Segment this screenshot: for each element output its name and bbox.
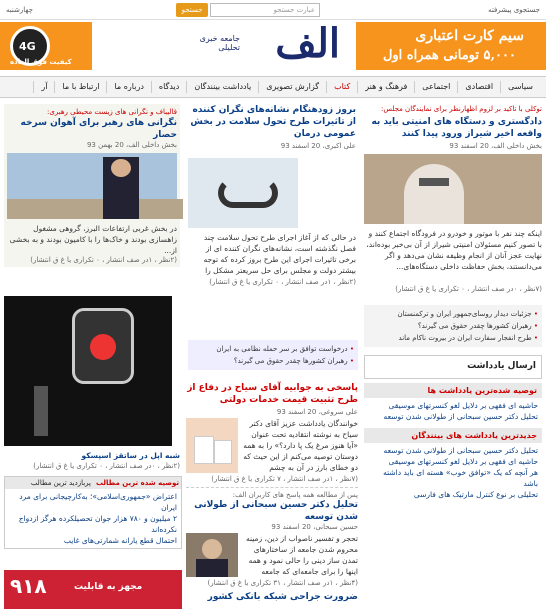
story3-comments[interactable]: (۴نظر ، ۱در صف انتشار ، ۳۱ تکراری یا غ ق انتشار) [207, 579, 358, 587]
related-links [364, 305, 542, 347]
story3-headline[interactable]: تحلیل دکتر حسین سبحانی از طولانی شدن توسعه [194, 500, 358, 522]
related-link[interactable]: • جزئیات دیدار روسای‌جمهور ایران و ترکمنستان [368, 308, 538, 320]
story-meta: بخش داخلی الف، 20 بهمن 93 [86, 141, 177, 149]
ad-left-text: کیفیت فوق العاده [10, 58, 72, 66]
advanced-search-link[interactable]: جستجوی پیشرفته [488, 6, 540, 14]
logo-main: الف [275, 20, 340, 67]
list-item[interactable]: ۲ میلیون و ۷۸۰ هزار جوان تحصیلکرده هرگز ازدواج نکرده‌اند [18, 514, 177, 534]
nav-item-more[interactable]: آر [33, 81, 54, 93]
list-item[interactable]: اعتراض «جمهوری‌اسلامی»؛ به‌کارچیجانی برای مرد ایران [19, 492, 177, 512]
story3-photo[interactable] [186, 533, 238, 577]
related-link[interactable]: • رهبران کشورها چقدر حقوق می گیرند؟ [192, 355, 354, 367]
story-photo[interactable] [188, 158, 356, 228]
related-link[interactable]: • درخواست توافق بر سر حمله نظامی به ایران [192, 343, 354, 355]
bottom-ad-number: ۹۱۸ [10, 574, 47, 598]
recommended-list [364, 398, 542, 424]
nav-item-politics[interactable]: سیاسی [500, 81, 540, 93]
watch-comments[interactable]: (۲نظر ، ۰در صف انتشار ، ۰ تکراری یا غ ق انتشار) [33, 462, 180, 470]
latest-list [364, 443, 542, 502]
top-bar [0, 0, 546, 20]
story-comments[interactable]: (۲نظر ، ۱در صف انتشار ، ۰ تکراری یا غ ق انتشار) [30, 256, 177, 264]
nav-item-notes[interactable]: یادداشت بینندگان [186, 81, 258, 93]
story-body: در حالی که از آغاز اجرای طرح تحول سلامت چند فصل نگذشته است، نشانه‌های نگران کننده ای از برخی تاثیرات اجرای این طرح بروز کرده که توجه بیشتر دولت و مجلس برای حل سریعتر مشکل را [203, 233, 356, 275]
bottom-ad[interactable] [4, 570, 182, 609]
lower-middle [186, 382, 358, 603]
story2-comments[interactable]: (۷نظر ، ۱در صف انتشار ، ۷ تکراری یا غ ق انتشار) [211, 475, 358, 483]
banner-ad-left[interactable] [0, 22, 92, 70]
story-headline[interactable]: دادگستری و دستگاه های امنیتی باید به واقعه اخیر شیراز ورود پیدا کنند [371, 117, 542, 139]
nav-item-photo[interactable]: گزارش تصویری [258, 81, 326, 93]
date-label: چهارشنبه [6, 6, 33, 14]
nav-item-opinion[interactable]: دیدگاه [151, 81, 186, 93]
search-button[interactable]: جستجو [176, 3, 208, 17]
tab-recommended[interactable]: توصیه شده ترین مطالب [96, 479, 179, 487]
related-link[interactable]: • طرح انفجار سفارت ایران در بیروت ناکام ماند [368, 332, 538, 344]
story-comments[interactable]: (۲نظر ، ۱در صف انتشار ، ۰ تکراری یا غ ق انتشار) [209, 278, 356, 286]
nav-item-social[interactable]: اجتماعی [414, 81, 457, 93]
story-body: در بخش غربی ارتفاعات البرز، گروهی مشغول زاهسازی بودند و خاک‌ها را با کامیون بودند و به بخشی از... [9, 224, 177, 255]
story-headline[interactable]: بروز زودهنگام نشانه‌های نگران کننده از تاثیرات طرح تحول سلامت در بخش عمومی درمان [190, 105, 356, 139]
story2-headline[interactable]: پاسخی به جوابیه آقای سیاح در دفاع از طرح تثبیت قیمت خدمات دولتی [187, 383, 358, 405]
bottom-ad-text: مجهز به قابلیت [74, 582, 143, 592]
story-body: اینکه چند نفر با موتور و خودرو در فرودگاه اجتماع کنند و با تصور کنیم مسئولان امنیتی شیراز از آن بی‌خبر بوده‌اند، نهایت عجز آنان از انجام وظیفه نشان می‌دهد و اگر می‌دانستند، بخش حفاظت داخلی دستگاه‌های... [366, 229, 542, 271]
story3-kicker: پس از مطالعه همه پاسخ های کاربران الف: [232, 491, 358, 499]
tab-most-viewed[interactable]: پربازدید ترین مطالب [30, 479, 91, 487]
story2-body: خوانندگان یادداشت عزیز آقای دکتر سیاح به نوشته انتقادیه تحت عنوان «آیا هنوز مرغ یک پا دارد؟» را به همه دوستان توصیه می‌کنم از این حیث که دو خطای بارز در آن به چشم [243, 419, 358, 472]
story-meta: علی اکبری، 20 اسفند 93 [280, 142, 356, 150]
nav-item-book[interactable]: کتاب [326, 81, 357, 93]
middle-column [188, 104, 356, 286]
search-input[interactable]: عبارت جستجو [210, 3, 320, 17]
story4-headline[interactable]: ضرورت جراحی شبکه بانکی کشور [207, 592, 358, 602]
banner-ad-right[interactable] [356, 22, 546, 70]
watch-photo[interactable] [4, 296, 172, 446]
story3-body: تحجر و تفسیر ناصواب از دین، زمینه محروم شدن جامعه از ساختارهای تمدن ساز دینی را حالی نمود و همه اینها را برای جامعه‌ای که جامعه [245, 534, 358, 576]
story-headline[interactable]: نگرانی های رهبر برای آهوان سرخه حصار [20, 118, 177, 140]
4g-badge-icon: 4G [10, 26, 50, 66]
story-meta: بخش داخلی الف، 20 اسفند 93 [449, 142, 542, 150]
list-item[interactable]: هر آنچه که یک «توافق خوب» هسته ای باید داشته باشد [383, 468, 538, 488]
story3-meta: حسین سبحانی، 20 اسفند 93 [271, 523, 358, 531]
main-nav [0, 76, 546, 98]
story-photo[interactable] [364, 154, 542, 224]
tab-list [5, 489, 181, 548]
list-item[interactable]: احتمال قطع یارانه شمارتی‌های غایب [63, 536, 177, 545]
site-logo[interactable] [190, 18, 350, 74]
nav-item-culture[interactable]: فرهنگ و هنر [357, 81, 414, 93]
story-photo[interactable] [7, 153, 177, 219]
left-column [4, 104, 180, 267]
story-comments[interactable]: (۷نظر ، ۰در صف انتشار ، ۰ تکراری یا غ ق انتشار) [395, 285, 542, 293]
list-item[interactable]: تحلیل دکتر حسین سبحانی از طولانی شدن توسعه [383, 412, 538, 421]
watch-caption[interactable]: شبه اپل در ساتقز اسپسکو [81, 451, 180, 460]
list-item[interactable]: حاشیه ای فقهی بر دلایل لغو کنسرتهای موسیقی [388, 401, 538, 410]
story-kicker: توکلی با تاکید بر لزوم اظهارنظر برای نمایندگان مجلس: [380, 105, 542, 113]
story2-meta: علی سروغی، 20 اسفند 93 [276, 408, 358, 416]
list-item[interactable]: تحلیل دکتر حسین سبحانی از طولانی شدن توسعه [383, 446, 538, 455]
ad-subtitle: ۵,۰۰۰ تومانی همراه اول [382, 48, 516, 63]
list-item[interactable]: تحلیلی بر نوع کنترل مارتیک های فارسی [413, 490, 538, 499]
right-column [364, 104, 542, 502]
nav-item-contact[interactable]: ارتباط با ما [54, 81, 106, 93]
tabbed-box [4, 476, 182, 549]
story2-photo[interactable] [186, 418, 238, 473]
story-kicker: قالیباف و نگرانی های زیست محیطی رهبری: [47, 108, 177, 116]
send-note-button[interactable] [364, 355, 542, 379]
send-note-label: ارسال یادداشت [467, 361, 536, 371]
logo-sub: جامعه خبری تحلیلی [199, 34, 240, 52]
related-links-mid [188, 340, 358, 370]
nav-item-economy[interactable]: اقتصادی [457, 81, 500, 93]
nav-item-about[interactable]: درباره ما [106, 81, 150, 93]
box-recommended-title: توصیه شده‌ترین یادداشت ها [364, 383, 542, 398]
list-item[interactable]: حاشیه ای فقهی بر دلایل لغو کنسرتهای موسیقی [388, 457, 538, 466]
ad-title: سیم کارت اعتباری [415, 28, 524, 44]
related-link[interactable]: • رهبران کشورها چقدر حقوق می گیرند؟ [368, 320, 538, 332]
box-latest-title: جدیدترین یادداشت های بینندگان [364, 428, 542, 443]
